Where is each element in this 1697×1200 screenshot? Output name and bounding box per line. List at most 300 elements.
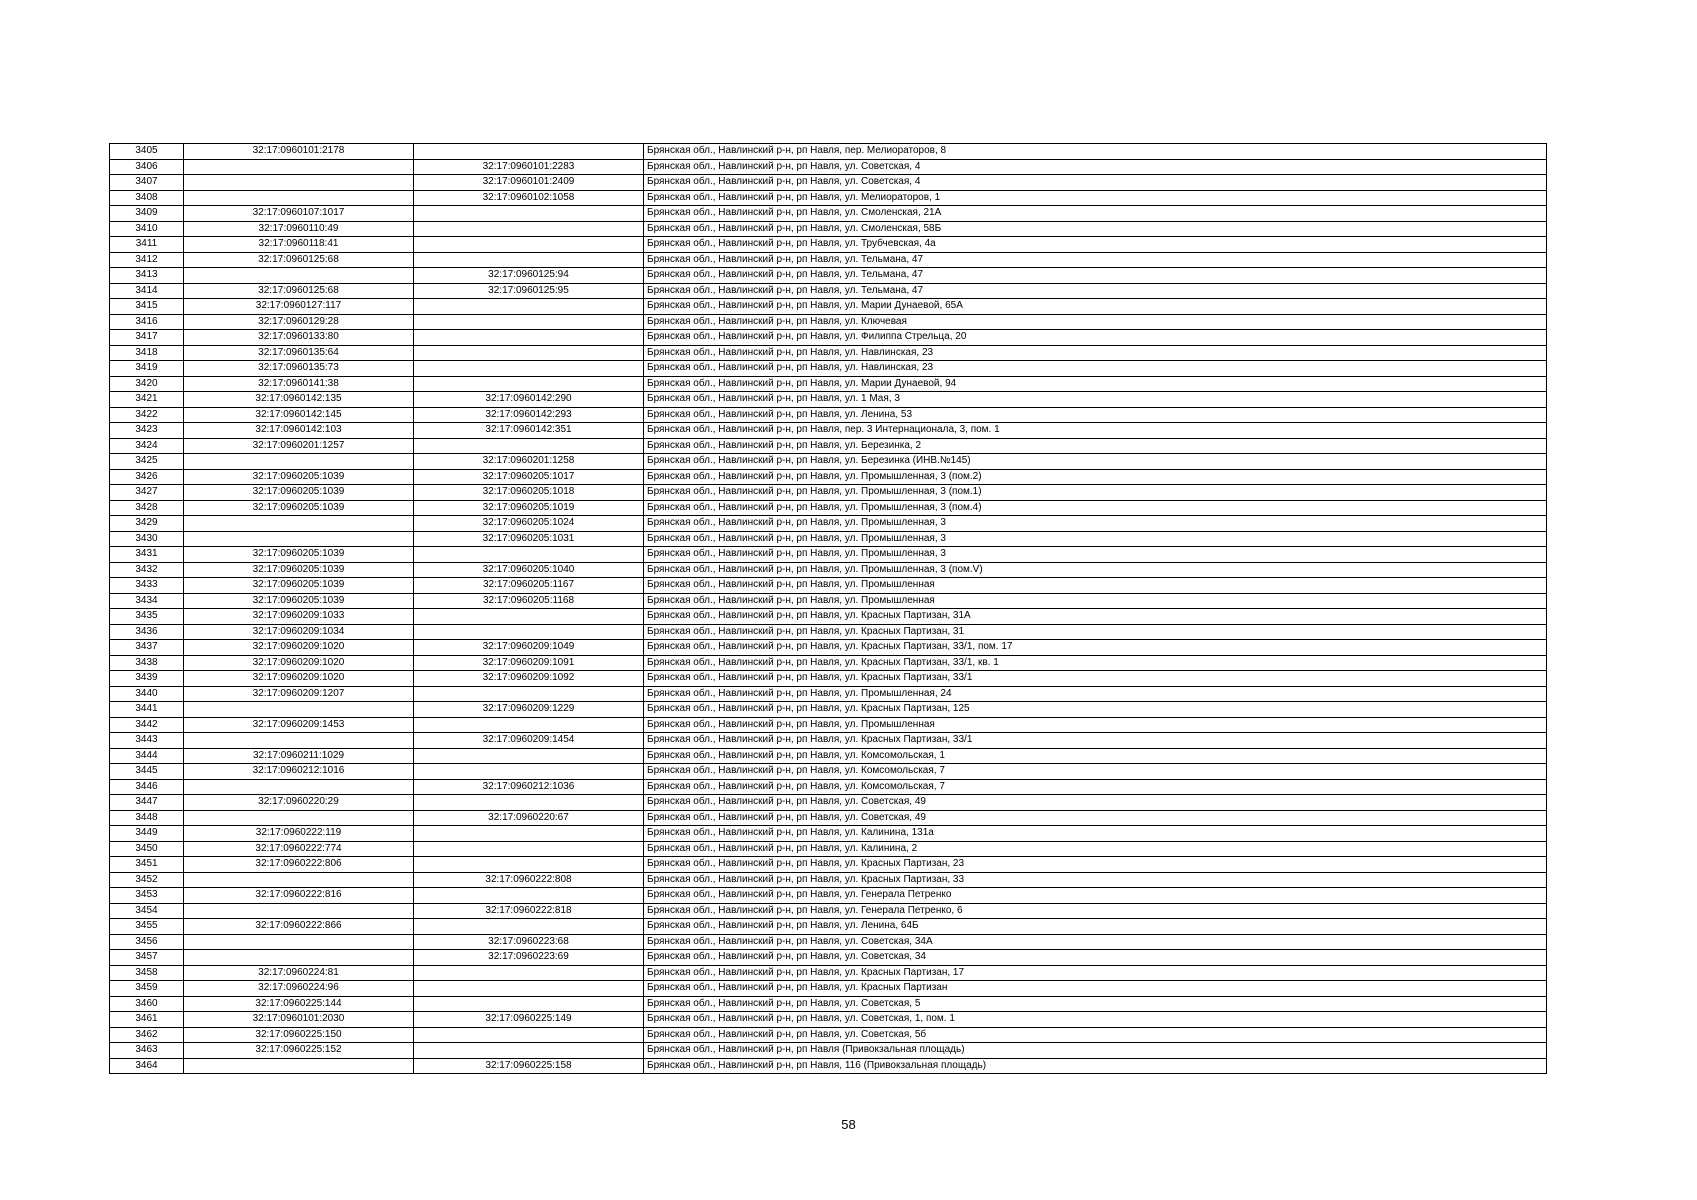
table-row	[110, 423, 1547, 439]
address-cell: Брянская обл., Навлинский р-н, рп Навля (Привокзальная площадь)	[644, 1043, 1547, 1059]
row-number-cell: 3418	[110, 345, 184, 361]
row-number-cell: 3449	[110, 826, 184, 842]
parcel-cadastral-number-cell	[184, 531, 414, 547]
building-cadastral-number-cell	[414, 748, 644, 764]
parcel-cadastral-number-cell: 32:17:0960209:1034	[184, 624, 414, 640]
building-cadastral-number-cell: 32:17:0960205:1019	[414, 500, 644, 516]
registry-table-body	[110, 144, 1547, 1074]
address-cell: Брянская обл., Навлинский р-н, рп Навля, ул. Калинина, 131а	[644, 826, 1547, 842]
table-row	[110, 268, 1547, 284]
building-cadastral-number-cell	[414, 764, 644, 780]
building-cadastral-number-cell	[414, 1043, 644, 1059]
row-number-cell: 3450	[110, 841, 184, 857]
parcel-cadastral-number-cell: 32:17:0960142:135	[184, 392, 414, 408]
building-cadastral-number-cell: 32:17:0960220:67	[414, 810, 644, 826]
row-number-cell: 3419	[110, 361, 184, 377]
row-number-cell: 3453	[110, 888, 184, 904]
building-cadastral-number-cell: 32:17:0960101:2283	[414, 159, 644, 175]
address-cell: Брянская обл., Навлинский р-н, рп Навля, ул. Промышленная	[644, 593, 1547, 609]
address-cell: Брянская обл., Навлинский р-н, рп Навля, ул. Навлинская, 23	[644, 345, 1547, 361]
address-cell: Брянская обл., Навлинский р-н, рп Навля, ул. Генерала Петренко	[644, 888, 1547, 904]
table-row	[110, 206, 1547, 222]
parcel-cadastral-number-cell: 32:17:0960222:816	[184, 888, 414, 904]
row-number-cell: 3460	[110, 996, 184, 1012]
table-row	[110, 950, 1547, 966]
table-row	[110, 733, 1547, 749]
table-row	[110, 299, 1547, 315]
address-cell: Брянская обл., Навлинский р-н, рп Навля, ул. Промышленная, 3	[644, 547, 1547, 563]
address-cell: Брянская обл., Навлинский р-н, рп Навля, ул. Промышленная, 3 (пом.V)	[644, 562, 1547, 578]
building-cadastral-number-cell: 32:17:0960223:68	[414, 934, 644, 950]
row-number-cell: 3406	[110, 159, 184, 175]
row-number-cell: 3431	[110, 547, 184, 563]
row-number-cell: 3426	[110, 469, 184, 485]
building-cadastral-number-cell	[414, 361, 644, 377]
row-number-cell: 3425	[110, 454, 184, 470]
building-cadastral-number-cell	[414, 314, 644, 330]
address-cell: Брянская обл., Навлинский р-н, рп Навля, ул. 1 Мая, 3	[644, 392, 1547, 408]
address-cell: Брянская обл., Навлинский р-н, рп Навля, ул. Марии Дунаевой, 65А	[644, 299, 1547, 315]
row-number-cell: 3407	[110, 175, 184, 191]
address-cell: Брянская обл., Навлинский р-н, рп Навля, ул. Советская, 5	[644, 996, 1547, 1012]
parcel-cadastral-number-cell: 32:17:0960224:81	[184, 965, 414, 981]
row-number-cell: 3421	[110, 392, 184, 408]
table-row	[110, 640, 1547, 656]
table-row	[110, 547, 1547, 563]
row-number-cell: 3416	[110, 314, 184, 330]
address-cell: Брянская обл., Навлинский р-н, рп Навля, ул. Красных Партизан, 33/1, пом. 17	[644, 640, 1547, 656]
row-number-cell: 3408	[110, 190, 184, 206]
row-number-cell: 3445	[110, 764, 184, 780]
parcel-cadastral-number-cell: 32:17:0960129:28	[184, 314, 414, 330]
address-cell: Брянская обл., Навлинский р-н, рп Навля, ул. Промышленная	[644, 717, 1547, 733]
table-row	[110, 919, 1547, 935]
address-cell: Брянская обл., Навлинский р-н, рп Навля, ул. Филиппа Стрельца, 20	[644, 330, 1547, 346]
building-cadastral-number-cell	[414, 144, 644, 160]
parcel-cadastral-number-cell	[184, 810, 414, 826]
parcel-cadastral-number-cell: 32:17:0960222:119	[184, 826, 414, 842]
address-cell: Брянская обл., Навлинский р-н, рп Навля, ул. Промышленная	[644, 578, 1547, 594]
address-cell: Брянская обл., Навлинский р-н, рп Навля, ул. Промышленная, 3	[644, 531, 1547, 547]
parcel-cadastral-number-cell: 32:17:0960211:1029	[184, 748, 414, 764]
address-cell: Брянская обл., Навлинский р-н, рп Навля, ул. Комсомольская, 1	[644, 748, 1547, 764]
address-cell: Брянская обл., Навлинский р-н, рп Навля, ул. Советская, 5б	[644, 1027, 1547, 1043]
table-row	[110, 485, 1547, 501]
building-cadastral-number-cell: 32:17:0960142:351	[414, 423, 644, 439]
parcel-cadastral-number-cell: 32:17:0960127:117	[184, 299, 414, 315]
table-row	[110, 764, 1547, 780]
parcel-cadastral-number-cell: 32:17:0960101:2178	[184, 144, 414, 160]
row-number-cell: 3414	[110, 283, 184, 299]
building-cadastral-number-cell: 32:17:0960209:1229	[414, 702, 644, 718]
parcel-cadastral-number-cell: 32:17:0960224:96	[184, 981, 414, 997]
row-number-cell: 3442	[110, 717, 184, 733]
table-row	[110, 1027, 1547, 1043]
parcel-cadastral-number-cell	[184, 779, 414, 795]
parcel-cadastral-number-cell: 32:17:0960101:2030	[184, 1012, 414, 1028]
address-cell: Брянская обл., Навлинский р-н, рп Навля, ул. Навлинская, 23	[644, 361, 1547, 377]
table-row	[110, 438, 1547, 454]
address-cell: Брянская обл., Навлинский р-н, рп Навля, ул. Генерала Петренко, 6	[644, 903, 1547, 919]
row-number-cell: 3430	[110, 531, 184, 547]
table-row	[110, 609, 1547, 625]
address-cell: Брянская обл., Навлинский р-н, рп Навля, ул. Промышленная, 3 (пом.1)	[644, 485, 1547, 501]
table-row	[110, 314, 1547, 330]
building-cadastral-number-cell	[414, 919, 644, 935]
parcel-cadastral-number-cell: 32:17:0960222:806	[184, 857, 414, 873]
parcel-cadastral-number-cell: 32:17:0960110:49	[184, 221, 414, 237]
row-number-cell: 3458	[110, 965, 184, 981]
table-row	[110, 562, 1547, 578]
table-row	[110, 221, 1547, 237]
building-cadastral-number-cell: 32:17:0960205:1040	[414, 562, 644, 578]
building-cadastral-number-cell	[414, 252, 644, 268]
parcel-cadastral-number-cell: 32:17:0960107:1017	[184, 206, 414, 222]
row-number-cell: 3454	[110, 903, 184, 919]
parcel-cadastral-number-cell: 32:17:0960209:1033	[184, 609, 414, 625]
parcel-cadastral-number-cell: 32:17:0960225:152	[184, 1043, 414, 1059]
parcel-cadastral-number-cell	[184, 268, 414, 284]
building-cadastral-number-cell	[414, 609, 644, 625]
building-cadastral-number-cell: 32:17:0960205:1018	[414, 485, 644, 501]
parcel-cadastral-number-cell: 32:17:0960205:1039	[184, 485, 414, 501]
parcel-cadastral-number-cell: 32:17:0960141:38	[184, 376, 414, 392]
building-cadastral-number-cell	[414, 965, 644, 981]
parcel-cadastral-number-cell: 32:17:0960209:1020	[184, 640, 414, 656]
building-cadastral-number-cell: 32:17:0960205:1167	[414, 578, 644, 594]
row-number-cell: 3428	[110, 500, 184, 516]
address-cell: Брянская обл., Навлинский р-н, рп Навля, ул. Красных Партизан, 33/1	[644, 733, 1547, 749]
cadastral-registry-table	[109, 143, 1547, 1074]
parcel-cadastral-number-cell: 32:17:0960125:68	[184, 283, 414, 299]
address-cell: Брянская обл., Навлинский р-н, рп Навля, ул. Промышленная, 24	[644, 686, 1547, 702]
table-row	[110, 190, 1547, 206]
address-cell: Брянская обл., Навлинский р-н, рп Навля, ул. Промышленная, 3 (пом.2)	[644, 469, 1547, 485]
row-number-cell: 3429	[110, 516, 184, 532]
building-cadastral-number-cell	[414, 1027, 644, 1043]
address-cell: Брянская обл., Навлинский р-н, рп Навля, ул. Марии Дунаевой, 94	[644, 376, 1547, 392]
parcel-cadastral-number-cell	[184, 702, 414, 718]
parcel-cadastral-number-cell: 32:17:0960118:41	[184, 237, 414, 253]
address-cell: Брянская обл., Навлинский р-н, рп Навля, ул. Советская, 49	[644, 795, 1547, 811]
row-number-cell: 3443	[110, 733, 184, 749]
table-row	[110, 810, 1547, 826]
parcel-cadastral-number-cell: 32:17:0960222:774	[184, 841, 414, 857]
row-number-cell: 3432	[110, 562, 184, 578]
parcel-cadastral-number-cell: 32:17:0960142:145	[184, 407, 414, 423]
parcel-cadastral-number-cell	[184, 159, 414, 175]
parcel-cadastral-number-cell: 32:17:0960133:80	[184, 330, 414, 346]
row-number-cell: 3436	[110, 624, 184, 640]
address-cell: Брянская обл., Навлинский р-н, рп Навля, пер. 3 Интернационала, 3, пом. 1	[644, 423, 1547, 439]
row-number-cell: 3413	[110, 268, 184, 284]
parcel-cadastral-number-cell	[184, 934, 414, 950]
row-number-cell: 3462	[110, 1027, 184, 1043]
address-cell: Брянская обл., Навлинский р-н, рп Навля, ул. Красных Партизан, 33/1, кв. 1	[644, 655, 1547, 671]
row-number-cell: 3409	[110, 206, 184, 222]
table-row	[110, 283, 1547, 299]
parcel-cadastral-number-cell: 32:17:0960205:1039	[184, 562, 414, 578]
table-row	[110, 826, 1547, 842]
parcel-cadastral-number-cell	[184, 190, 414, 206]
address-cell: Брянская обл., Навлинский р-н, рп Навля, ул. Мелиораторов, 1	[644, 190, 1547, 206]
address-cell: Брянская обл., Навлинский р-н, рп Навля, ул. Ленина, 53	[644, 407, 1547, 423]
building-cadastral-number-cell	[414, 795, 644, 811]
parcel-cadastral-number-cell: 32:17:0960125:68	[184, 252, 414, 268]
building-cadastral-number-cell: 32:17:0960222:818	[414, 903, 644, 919]
row-number-cell: 3438	[110, 655, 184, 671]
row-number-cell: 3412	[110, 252, 184, 268]
building-cadastral-number-cell	[414, 206, 644, 222]
address-cell: Брянская обл., Навлинский р-н, рп Навля, ул. Советская, 34А	[644, 934, 1547, 950]
parcel-cadastral-number-cell	[184, 950, 414, 966]
address-cell: Брянская обл., Навлинский р-н, рп Навля, ул. Советская, 4	[644, 159, 1547, 175]
building-cadastral-number-cell	[414, 376, 644, 392]
parcel-cadastral-number-cell: 32:17:0960225:144	[184, 996, 414, 1012]
row-number-cell: 3441	[110, 702, 184, 718]
row-number-cell: 3448	[110, 810, 184, 826]
building-cadastral-number-cell	[414, 221, 644, 237]
table-row	[110, 500, 1547, 516]
table-row	[110, 934, 1547, 950]
parcel-cadastral-number-cell: 32:17:0960220:29	[184, 795, 414, 811]
building-cadastral-number-cell	[414, 717, 644, 733]
address-cell: Брянская обл., Навлинский р-н, рп Навля, ул. Красных Партизан, 125	[644, 702, 1547, 718]
address-cell: Брянская обл., Навлинский р-н, рп Навля, ул. Смоленская, 58Б	[644, 221, 1547, 237]
building-cadastral-number-cell: 32:17:0960209:1049	[414, 640, 644, 656]
row-number-cell: 3461	[110, 1012, 184, 1028]
address-cell: Брянская обл., Навлинский р-н, рп Навля, ул. Березинка (ИНВ.№145)	[644, 454, 1547, 470]
address-cell: Брянская обл., Навлинский р-н, рп Навля, 116 (Привокзальная площадь)	[644, 1058, 1547, 1074]
building-cadastral-number-cell: 32:17:0960142:290	[414, 392, 644, 408]
table-row	[110, 144, 1547, 160]
parcel-cadastral-number-cell	[184, 1058, 414, 1074]
table-row	[110, 1058, 1547, 1074]
parcel-cadastral-number-cell	[184, 454, 414, 470]
table-row	[110, 702, 1547, 718]
address-cell: Брянская обл., Навлинский р-н, рп Навля, ул. Комсомольская, 7	[644, 764, 1547, 780]
building-cadastral-number-cell: 32:17:0960205:1024	[414, 516, 644, 532]
address-cell: Брянская обл., Навлинский р-н, рп Навля, ул. Советская, 1, пом. 1	[644, 1012, 1547, 1028]
address-cell: Брянская обл., Навлинский р-н, рп Навля, пер. Мелиораторов, 8	[644, 144, 1547, 160]
parcel-cadastral-number-cell: 32:17:0960205:1039	[184, 593, 414, 609]
parcel-cadastral-number-cell: 32:17:0960205:1039	[184, 469, 414, 485]
table-row	[110, 981, 1547, 997]
table-row	[110, 965, 1547, 981]
building-cadastral-number-cell: 32:17:0960223:69	[414, 950, 644, 966]
building-cadastral-number-cell: 32:17:0960101:2409	[414, 175, 644, 191]
building-cadastral-number-cell	[414, 345, 644, 361]
address-cell: Брянская обл., Навлинский р-н, рп Навля, ул. Трубчевская, 4а	[644, 237, 1547, 253]
parcel-cadastral-number-cell: 32:17:0960201:1257	[184, 438, 414, 454]
building-cadastral-number-cell	[414, 996, 644, 1012]
building-cadastral-number-cell: 32:17:0960142:293	[414, 407, 644, 423]
address-cell: Брянская обл., Навлинский р-н, рп Навля, ул. Красных Партизан, 17	[644, 965, 1547, 981]
table-row	[110, 469, 1547, 485]
table-row	[110, 407, 1547, 423]
address-cell: Брянская обл., Навлинский р-н, рп Навля, ул. Красных Партизан, 23	[644, 857, 1547, 873]
address-cell: Брянская обл., Навлинский р-н, рп Навля, ул. Калинина, 2	[644, 841, 1547, 857]
address-cell: Брянская обл., Навлинский р-н, рп Навля, ул. Березинка, 2	[644, 438, 1547, 454]
building-cadastral-number-cell	[414, 624, 644, 640]
address-cell: Брянская обл., Навлинский р-н, рп Навля, ул. Тельмана, 47	[644, 283, 1547, 299]
building-cadastral-number-cell: 32:17:0960225:158	[414, 1058, 644, 1074]
table-row	[110, 345, 1547, 361]
row-number-cell: 3437	[110, 640, 184, 656]
table-row	[110, 686, 1547, 702]
parcel-cadastral-number-cell: 32:17:0960209:1453	[184, 717, 414, 733]
address-cell: Брянская обл., Навлинский р-н, рп Навля, ул. Красных Партизан, 33/1	[644, 671, 1547, 687]
parcel-cadastral-number-cell: 32:17:0960142:103	[184, 423, 414, 439]
table-row	[110, 237, 1547, 253]
parcel-cadastral-number-cell: 32:17:0960135:64	[184, 345, 414, 361]
building-cadastral-number-cell	[414, 857, 644, 873]
parcel-cadastral-number-cell: 32:17:0960212:1016	[184, 764, 414, 780]
building-cadastral-number-cell: 32:17:0960102:1058	[414, 190, 644, 206]
parcel-cadastral-number-cell	[184, 175, 414, 191]
row-number-cell: 3433	[110, 578, 184, 594]
building-cadastral-number-cell: 32:17:0960225:149	[414, 1012, 644, 1028]
address-cell: Брянская обл., Навлинский р-н, рп Навля, ул. Советская, 34	[644, 950, 1547, 966]
table-row	[110, 376, 1547, 392]
parcel-cadastral-number-cell	[184, 733, 414, 749]
table-row	[110, 841, 1547, 857]
table-row	[110, 903, 1547, 919]
address-cell: Брянская обл., Навлинский р-н, рп Навля, ул. Красных Партизан	[644, 981, 1547, 997]
building-cadastral-number-cell	[414, 438, 644, 454]
table-row	[110, 888, 1547, 904]
building-cadastral-number-cell	[414, 981, 644, 997]
address-cell: Брянская обл., Навлинский р-н, рп Навля, ул. Советская, 4	[644, 175, 1547, 191]
building-cadastral-number-cell: 32:17:0960205:1031	[414, 531, 644, 547]
building-cadastral-number-cell: 32:17:0960222:808	[414, 872, 644, 888]
table-row	[110, 159, 1547, 175]
building-cadastral-number-cell	[414, 888, 644, 904]
building-cadastral-number-cell	[414, 686, 644, 702]
building-cadastral-number-cell	[414, 237, 644, 253]
parcel-cadastral-number-cell: 32:17:0960205:1039	[184, 578, 414, 594]
table-row	[110, 593, 1547, 609]
building-cadastral-number-cell: 32:17:0960205:1017	[414, 469, 644, 485]
parcel-cadastral-number-cell	[184, 516, 414, 532]
parcel-cadastral-number-cell: 32:17:0960205:1039	[184, 500, 414, 516]
table-row	[110, 330, 1547, 346]
table-row	[110, 392, 1547, 408]
table-row	[110, 531, 1547, 547]
row-number-cell: 3423	[110, 423, 184, 439]
row-number-cell: 3456	[110, 934, 184, 950]
address-cell: Брянская обл., Навлинский р-н, рп Навля, ул. Советская, 49	[644, 810, 1547, 826]
row-number-cell: 3452	[110, 872, 184, 888]
address-cell: Брянская обл., Навлинский р-н, рп Навля, ул. Красных Партизан, 33	[644, 872, 1547, 888]
parcel-cadastral-number-cell	[184, 872, 414, 888]
building-cadastral-number-cell: 32:17:0960209:1454	[414, 733, 644, 749]
building-cadastral-number-cell: 32:17:0960125:95	[414, 283, 644, 299]
table-row	[110, 872, 1547, 888]
row-number-cell: 3435	[110, 609, 184, 625]
address-cell: Брянская обл., Навлинский р-н, рп Навля, ул. Смоленская, 21А	[644, 206, 1547, 222]
table-row	[110, 252, 1547, 268]
building-cadastral-number-cell	[414, 826, 644, 842]
row-number-cell: 3411	[110, 237, 184, 253]
table-row	[110, 748, 1547, 764]
address-cell: Брянская обл., Навлинский р-н, рп Навля, ул. Ленина, 64Б	[644, 919, 1547, 935]
table-row	[110, 671, 1547, 687]
row-number-cell: 3439	[110, 671, 184, 687]
building-cadastral-number-cell: 32:17:0960212:1036	[414, 779, 644, 795]
table-row	[110, 578, 1547, 594]
parcel-cadastral-number-cell: 32:17:0960135:73	[184, 361, 414, 377]
row-number-cell: 3422	[110, 407, 184, 423]
building-cadastral-number-cell	[414, 547, 644, 563]
page-number: 58	[841, 1117, 856, 1132]
table-row	[110, 779, 1547, 795]
table-row	[110, 361, 1547, 377]
table-row	[110, 717, 1547, 733]
address-cell: Брянская обл., Навлинский р-н, рп Навля, ул. Тельмана, 47	[644, 268, 1547, 284]
table-row	[110, 996, 1547, 1012]
table-row	[110, 795, 1547, 811]
row-number-cell: 3415	[110, 299, 184, 315]
address-cell: Брянская обл., Навлинский р-н, рп Навля, ул. Красных Партизан, 31	[644, 624, 1547, 640]
building-cadastral-number-cell: 32:17:0960205:1168	[414, 593, 644, 609]
row-number-cell: 3451	[110, 857, 184, 873]
table-row	[110, 175, 1547, 191]
address-cell: Брянская обл., Навлинский р-н, рп Навля, ул. Промышленная, 3 (пом.4)	[644, 500, 1547, 516]
building-cadastral-number-cell: 32:17:0960209:1092	[414, 671, 644, 687]
table-row	[110, 454, 1547, 470]
parcel-cadastral-number-cell: 32:17:0960225:150	[184, 1027, 414, 1043]
row-number-cell: 3427	[110, 485, 184, 501]
building-cadastral-number-cell: 32:17:0960201:1258	[414, 454, 644, 470]
row-number-cell: 3446	[110, 779, 184, 795]
address-cell: Брянская обл., Навлинский р-н, рп Навля, ул. Красных Партизан, 31А	[644, 609, 1547, 625]
row-number-cell: 3440	[110, 686, 184, 702]
row-number-cell: 3417	[110, 330, 184, 346]
address-cell: Брянская обл., Навлинский р-н, рп Навля, ул. Промышленная, 3	[644, 516, 1547, 532]
building-cadastral-number-cell	[414, 841, 644, 857]
address-cell: Брянская обл., Навлинский р-н, рп Навля, ул. Тельмана, 47	[644, 252, 1547, 268]
parcel-cadastral-number-cell: 32:17:0960209:1020	[184, 671, 414, 687]
parcel-cadastral-number-cell: 32:17:0960209:1207	[184, 686, 414, 702]
row-number-cell: 3455	[110, 919, 184, 935]
row-number-cell: 3434	[110, 593, 184, 609]
parcel-cadastral-number-cell: 32:17:0960205:1039	[184, 547, 414, 563]
building-cadastral-number-cell: 32:17:0960125:94	[414, 268, 644, 284]
table-row	[110, 1012, 1547, 1028]
row-number-cell: 3420	[110, 376, 184, 392]
row-number-cell: 3447	[110, 795, 184, 811]
row-number-cell: 3444	[110, 748, 184, 764]
table-row	[110, 857, 1547, 873]
address-cell: Брянская обл., Навлинский р-н, рп Навля, ул. Комсомольская, 7	[644, 779, 1547, 795]
table-row	[110, 1043, 1547, 1059]
building-cadastral-number-cell	[414, 299, 644, 315]
table-row	[110, 624, 1547, 640]
row-number-cell: 3405	[110, 144, 184, 160]
row-number-cell: 3464	[110, 1058, 184, 1074]
table-row	[110, 516, 1547, 532]
table-row	[110, 655, 1547, 671]
row-number-cell: 3463	[110, 1043, 184, 1059]
address-cell: Брянская обл., Навлинский р-н, рп Навля, ул. Ключевая	[644, 314, 1547, 330]
row-number-cell: 3410	[110, 221, 184, 237]
parcel-cadastral-number-cell: 32:17:0960209:1020	[184, 655, 414, 671]
row-number-cell: 3424	[110, 438, 184, 454]
building-cadastral-number-cell	[414, 330, 644, 346]
row-number-cell: 3459	[110, 981, 184, 997]
building-cadastral-number-cell: 32:17:0960209:1091	[414, 655, 644, 671]
